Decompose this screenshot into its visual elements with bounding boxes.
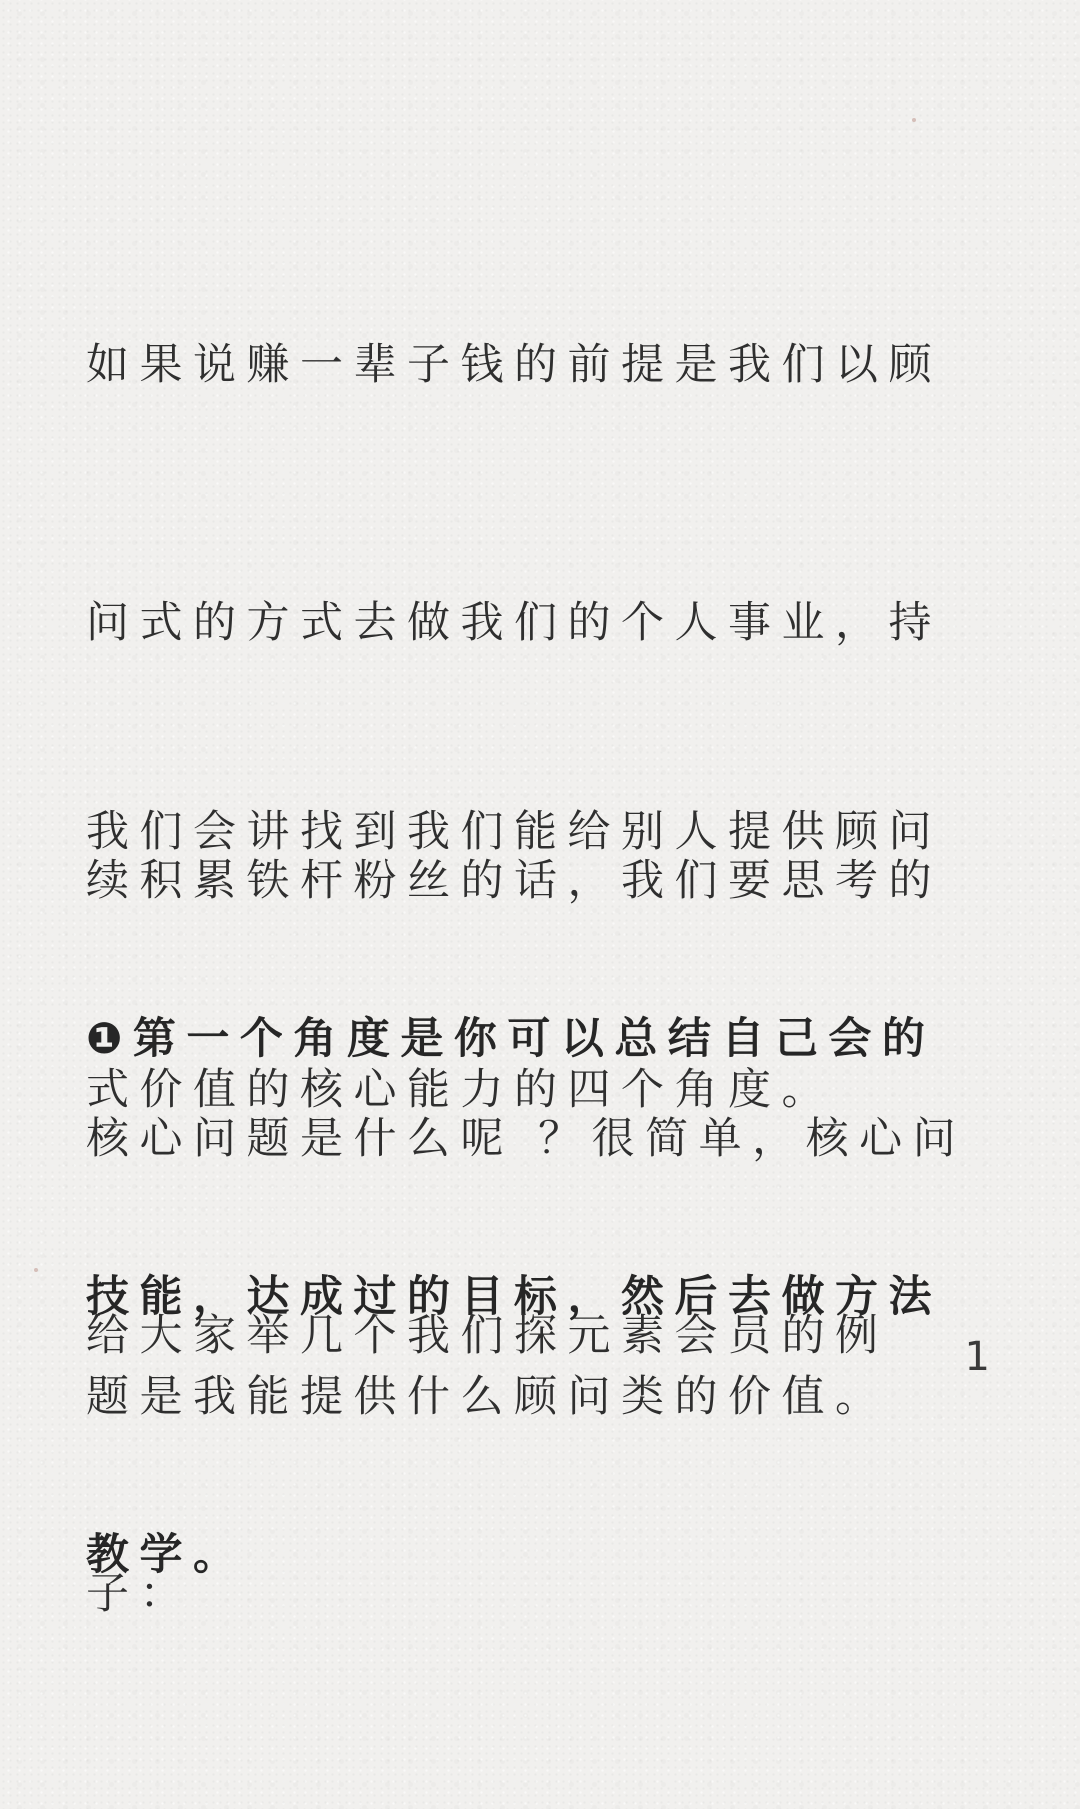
text-line: 问式的方式去做我们的个人事业，持 bbox=[86, 598, 942, 648]
paragraph-examples-intro bbox=[86, 1121, 976, 1809]
text-line: ❶第一个角度是你可以总结自己会的 bbox=[86, 1014, 936, 1064]
text-line: 如果说赚一辈子钱的前提是我们以顾 bbox=[86, 340, 942, 390]
paper-speck bbox=[912, 118, 916, 122]
text-line: 技能，达成过的目标，然后去做方法 bbox=[86, 1272, 942, 1322]
text-line: 核心问题是什么呢 ？很简单，核心问 bbox=[86, 1114, 967, 1164]
text-line: 式价值的核心能力的四个角度。 bbox=[86, 1065, 835, 1115]
text-line: 续积累铁杆粉丝的话，我们要思考的 bbox=[86, 856, 942, 906]
text-line: 题是我能提供什么顾问类的价值。 bbox=[86, 1372, 889, 1422]
paper-speck bbox=[34, 1268, 38, 1272]
text-line: 子： bbox=[86, 1569, 193, 1619]
text-line: 教学。 bbox=[86, 1530, 247, 1580]
page-number: 1 bbox=[964, 1334, 990, 1380]
text-line: 给大家举几个我们探元素会员的例 bbox=[86, 1311, 889, 1361]
text-line: 我们会讲找到我们能给别人提供顾问 bbox=[86, 807, 942, 857]
